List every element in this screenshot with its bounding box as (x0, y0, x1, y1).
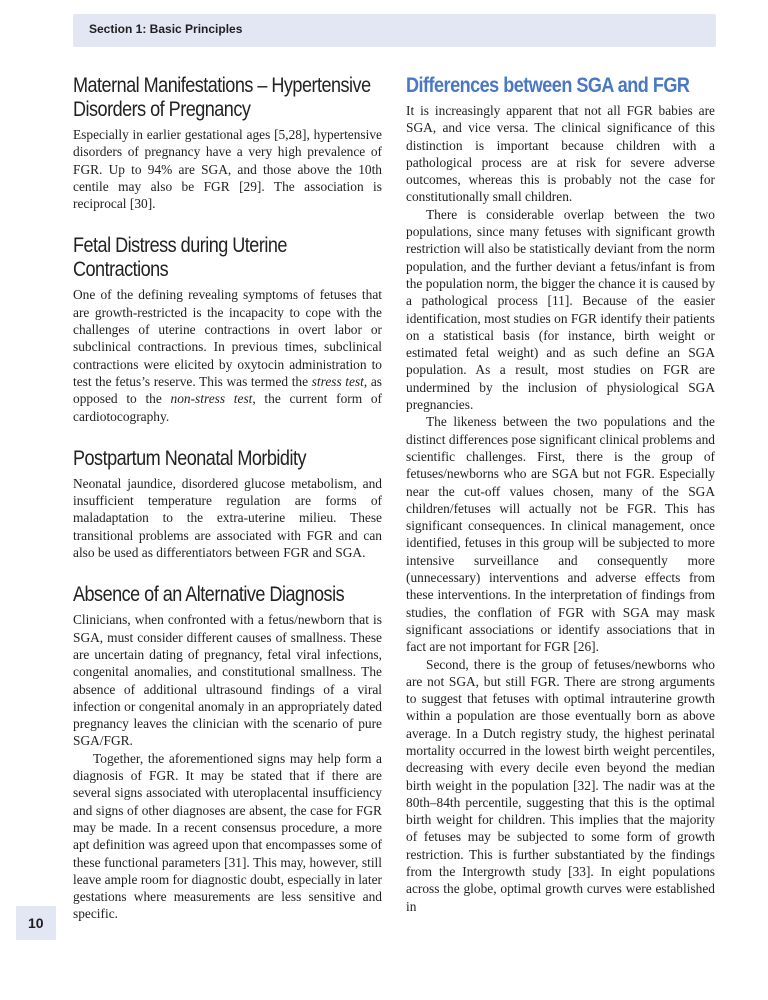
paragraph: Especially in earlier gestational ages [5,28], hypertensive disorders of pregnancy have a very high prevalence of FGR. Up to 94% are SGA, and those above the 10th centile may also be FGR [29]. The association is reciprocal [30]. (73, 127, 382, 212)
page-number: 10 (28, 915, 44, 931)
heading-alternative-diagnosis: Absence of an Alternative Diagnosis (73, 583, 345, 607)
paragraph: It is increasingly apparent that not all FGR babies are SGA, and vice versa. The clinical significance of this distinction is important because children with a pathological process are at risk for severe adverse outcomes, whereas this is probably not the case for constitutionally small children. (406, 103, 715, 205)
paragraph: Second, there is the group of fetuses/newborns who are not SGA, but still FGR. There are strong arguments to suggest that fetuses with optimal intrauterine growth within a population are those eventually born as above average. In a Dutch registry study, the highest perinatal mortality occurred in the lowest birth weight percentiles, decreasing with every decile even beyond the median birth weight in the population [32]. The nadir was at the 80th–84th percentile, suggesting that this is the optimal birth weight for children. This implies that the majority of fetuses may be subjected to some form of growth restriction. This is further substantiated by the findings from the Intergrowth study [33]. In eight populations across the globe, optimal growth curves were established in (406, 656, 715, 914)
heading-neonatal-morbidity: Postpartum Neonatal Morbidity (73, 446, 306, 470)
right-column (406, 74, 715, 915)
paragraph: The likeness between the two populations and the distinct differences pose significant clinical problems and scientific challenges. First, there is the group of fetuses/newborns who are SGA but not FGR. Especially near the cut-off values chosen, many of the SGA children/fetuses will actually not be FGR. This has significant consequences. In clinical management, once identified, fetuses in this group will be subjected to more intensive surveillance and consequently more (unnecessary) interventions and adverse effects from these interventions. In the interpretation of findings from studies, the conflation of FGR with SGA may mask significant associations or identify associations that in fact are not important for FGR [26]. (406, 414, 715, 655)
paragraph: There is considerable overlap between the two populations, since many fetuses with significant growth restriction will also be statistically deviant from the norm population, and the further deviant a fetus/infant is from the population norm, the bigger the chance it is caused by a pathological process [11]. Because of the easier identification, most studies on FGR identify their patients on a statistical basis (for instance, birth weight or estimated fetal weight) and as such define an SGA population. As a result, most studies on FGR are undermined by the inclusion of physiological SGA pregnancies. (406, 206, 716, 413)
section-fetal-distress (73, 234, 382, 424)
heading-fetal-distress: Fetal Distress during Uterine Contractions (73, 234, 287, 282)
left-column (73, 74, 382, 945)
paragraph (73, 286, 382, 424)
paragraph: Together, the aforementioned signs may help form a diagnosis of FGR. It may be stated that if there are several signs associated with uteroplacental insufficiency and signs of other diagnoses are absent, the case for FGR may be made. In a recent consensus procedure, a more apt definition was agreed upon that encompasses some of these functional parameters [31]. This may, however, still leave ample room for diagnostic doubt, especially in later gestations where measurements are less sensitive and specific. (73, 750, 382, 922)
text-run: , as opposed to the (73, 373, 382, 407)
paragraph: Neonatal jaundice, disordered glucose metabolism, and insufficient temperature regulation are forms of maladaptation to the extra-uterine milieu. These transitional problems are associated with FGR and can also be used as differentiators between FGR and SGA. (73, 475, 382, 561)
page-number-box (16, 906, 56, 940)
text-run: One of the defining revealing symptoms of fetuses that are growth-restricted is the incapacity to cope with the challenges of uterine contractions in overt labor or subclinical contractions. In previous times, subclinical contractions were elicited by oxytocin administration to test the fetus’s reserve. This was termed the (73, 287, 382, 389)
heading-differences-sga-fgr: Differences between SGA and FGR (406, 74, 690, 97)
emphasis-stress-test: stress test (311, 373, 364, 389)
section-maternal-manifestations (73, 74, 382, 212)
section-header (73, 14, 716, 47)
paragraph: Clinicians, when confronted with a fetus/newborn that is SGA, must consider different causes of smallness. These are uncertain dating of pregnancy, fetal viral infections, congenital anomalies, and constitutional smallness. The absence of additional ultrasound findings of a viral infection or congenital anomaly in an appropriately dated pregnancy leaves the clinician with the scenario of pure SGA/FGR. (73, 612, 382, 749)
emphasis-non-stress-test: non-stress test (170, 391, 253, 407)
section-neonatal-morbidity (73, 447, 382, 561)
section-alternative-diagnosis (73, 583, 382, 922)
section-label: Section 1: Basic Principles (89, 22, 243, 36)
heading-maternal-manifestations: Maternal Manifestations – Hypertensive Disorders of Pregnancy (73, 74, 371, 121)
text-run: , the current form of cardiotocography. (73, 391, 382, 424)
